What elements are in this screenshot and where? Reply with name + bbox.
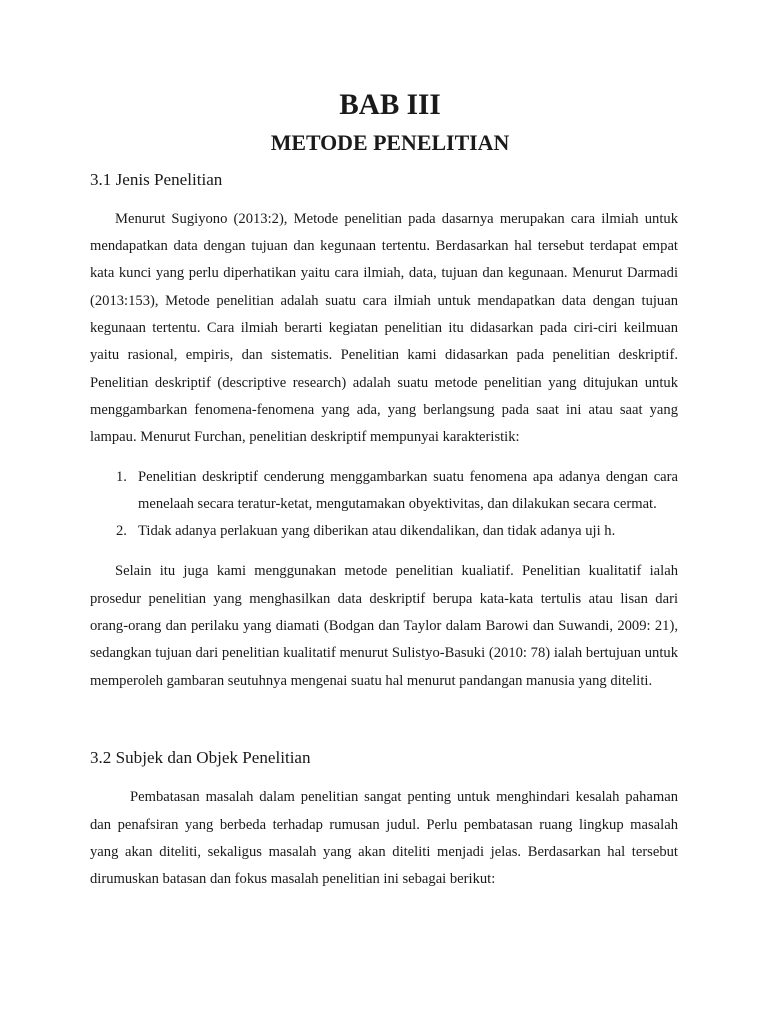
chapter-title: BAB III (339, 89, 441, 121)
paragraph-qualitative-method: Selain itu juga kami menggunakan metode penelitian kualiatif. Penelitian kualitatif ialah prosedur penelitian yang menghasilkan data deskriptif berupa kata-kata tertulis atau lisan dari orang-orang dan perilaku yang diamati (Bodgan dan Taylor dalam Barowi dan Suwandi, 2009: 21), sedangkan tujuan dari penelitian kualitatif menurut Sulistyo-Basuki (2010: 78) ialah bertujuan untuk memperoleh gambaran seutuhnya mengenai suatu hal menurut pandangan manusia yang diteliti. (90, 563, 678, 689)
list-item-number: 2. (116, 523, 127, 540)
list-item-text: Tidak adanya perlakuan yang diberikan atau dikendalikan, dan tidak adanya uji h. (138, 523, 616, 540)
characteristics-list (90, 464, 678, 546)
list-item-number: 1. (116, 468, 127, 485)
paragraph-research-method: Menurut Sugiyono (2013:2), Metode penelitian pada dasarnya merupakan cara ilmiah untuk mendapatkan data dengan tujuan dan kegunaan tertentu. Berdasarkan hal tersebut terdapat empat kata kunci yang perlu diperhatikan yaitu cara ilmiah, data, tujuan dan kegunaan. Menurut Darmadi (2013:153), Metode penelitian adalah suatu cara ilmiah untuk mendapatkan data dengan tujuan kegunaan tertentu. Cara ilmiah berarti kegiatan penelitian itu didasarkan pada ciri-ciri keilmuan yaitu rasional, empiris, dan sistematis. Penelitian kami didasarkan pada penelitian deskriptif. Penelitian deskriptif (descriptive research) adalah suatu metode penelitian yang ditujukan untuk menggambarkan fenomena-fenomena yang ada, yang berlangsung pada saat ini atau saat yang lampau. Menurut Furchan, penelitian deskriptif mempunyai karakteristik: (90, 210, 678, 446)
section-heading-3-1: 3.1 Jenis Penelitian (90, 169, 223, 189)
list-item-text: Penelitian deskriptif cenderung menggambarkan suatu fenomena apa adanya dengan cara menelaah secara teratur-ketat, mengutamakan obyektivitas, dan dilakukan secara cermat. (138, 468, 678, 512)
page-content (90, 89, 678, 893)
paragraph-problem-limitation: Pembatasan masalah dalam penelitian sangat penting untuk menghindari kesalah pahaman dan penafsiran yang berbeda terhadap rumusan judul. Perlu pembatasan ruang lingkup masalah yang akan diteliti, sekaligus masalah yang akan diteliti menjadi jelas. Berdasarkan hal tersebut dirumuskan batasan dan fokus masalah penelitian ini sebagai berikut: (90, 789, 678, 888)
section-heading-3-2: 3.2 Subjek dan Objek Penelitian (90, 747, 311, 767)
list-item (90, 464, 678, 519)
chapter-subtitle: METODE PENELITIAN (270, 130, 510, 156)
list-item (90, 518, 678, 545)
